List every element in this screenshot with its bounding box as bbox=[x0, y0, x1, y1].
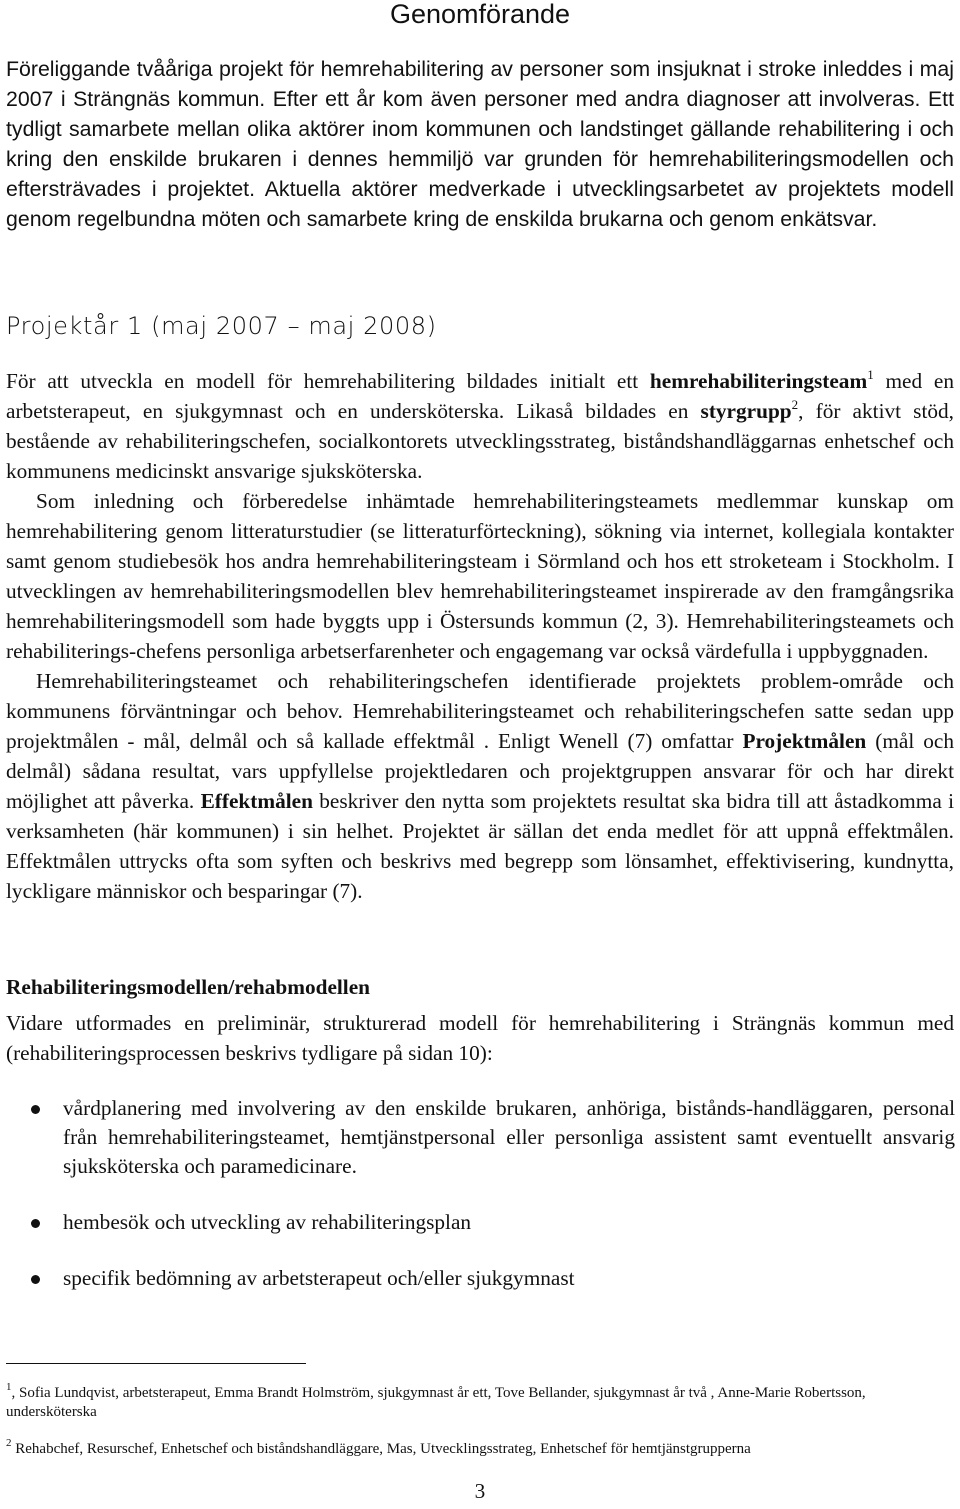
paragraph-project-goals: Hemrehabiliteringsteamet och rehabiliteringschefen identifierade projektets problem-område och kommunens förväntningar och behov. Hemrehabiliteringsteamet och rehabiliteringschefen satte sedan upp projektmålen - mål, delmål och så kallade effektmål . Enligt Wenell (7) omfattar Projektmålen (mål och delmål) sådana resultat, vars uppfyllelse projektledaren och projektgruppen ansvarar för och har direkt möjlighet att påverka. Effektmålen beskriver den nytta som projektets resultat ska bidra till att åstadkomma i verksamheten (här kommunen) i sin helhet. Projektet är sällan det enda medlet för att uppnå effektmålen. Effektmålen uttrycks ofta som syften och beskrivs med begrepp som lönsamhet, effektivisering, kundnytta, lyckligare människor och besparingar (7). bbox=[6, 669, 954, 903]
footnote-1: $^1$, Sofia Lundqvist, arbetsterapeut, Emma Brandt Holmström, sjukgymnast år ett, Tove Bellander, sjukgymnast år två , Anne-Marie Robertsson, undersköterska bbox=[6, 1381, 866, 1420]
bold-term-hemrehabiliteringsteam: hemrehabiliteringsteam bbox=[649, 369, 868, 393]
footnote-ref-2: 2 bbox=[791, 397, 799, 412]
list-item: specifik bedömning av arbetsterapeut och/eller sjukgymnast bbox=[63, 1264, 955, 1293]
list-item: vårdplanering med involvering av den enskilde brukaren, anhöriga, bistånds-handläggaren, personal från hemrehabiliteringsteamet, hemtjänstpersonal eller personliga assistent samt eventuellt ansvarig sjuksköterska och paramedicinare. bbox=[63, 1094, 955, 1181]
bullet-icon bbox=[31, 1105, 40, 1114]
intro-paragraph: Föreliggande tvååriga projekt för hemrehabilitering av personer som insjuknat i stroke inleddes i maj 2007 i Strängnäs kommun. Efter ett år kom även personer med andra diagnoser att involveras. Ett tydligt samarbete mellan olika aktörer inom kommunen och landstinget gällande rehabilitering i och kring den enskilde brukaren i dennes hemmiljö var grunden för hemrehabiliteringsmodellen och eftersträvades i projektet. Aktuella aktörer medverkade i utvecklingsarbetet av projektets modell genom regelbundna möten och samarbete kring de enskilda brukarna och genom enkätsvar. bbox=[6, 57, 954, 231]
section-2-intro: Vidare utformades en preliminär, strukturerad modell för hemrehabilitering i Strängnäs kommun med (rehabiliteringsprocessen beskrivs tydligare på sidan 10): bbox=[6, 1011, 954, 1065]
footnote-divider bbox=[6, 1363, 306, 1364]
bold-term-projektmalen: Projektmålen bbox=[742, 729, 867, 753]
list-item: hembesök och utveckling av rehabiliteringsplan bbox=[63, 1208, 955, 1237]
paragraph-preparation: Som inledning och förberedelse inhämtade hemrehabiliteringsteamets medlemmar kunskap om hemrehabilitering genom litteraturstudier (se litteraturförteckning), sökning via internet, kollegiala kontakter samt genom studiebesök hos andra hemrehabiliteringsteam i Sörmland och hos ett stroketeam i Stockholm. I utvecklingen av hemrehabiliteringsmodellen blev hemrehabiliteringsteamet inspirerade av den framgångsrika hemrehabiliteringsmodell som hade byggts upp i Östersunds kommun (2, 3). Hemrehabiliteringsteamets och rehabiliterings-chefens personliga arbetserfarenheter och engagemang var också värdefulla i uppbyggnaden. bbox=[6, 489, 954, 663]
bold-term-effektmalen: Effektmålen bbox=[200, 789, 313, 813]
section-1-body bbox=[6, 366, 954, 906]
section-heading-rehab-model: Rehabiliteringsmodellen/rehabmodellen bbox=[6, 975, 371, 999]
paragraph-team-formation: För att utveckla en modell för hemrehabilitering bildades initialt ett hemrehabiliteringsteam$^1$ med en arbetsterapeut, en sjukgymnast och en undersköterska. Likaså bildades en styrgrupp$^2$, för aktivt stöd, bestående av rehabiliteringschefen, socialkontorets utvecklingsstrateg, biståndshandläggarnas enhetschef och kommunens medicinskt ansvarige sjuksköterska. bbox=[6, 367, 954, 483]
page-title: Genomförande bbox=[389, 0, 571, 29]
page-number: 3 bbox=[474, 1479, 486, 1503]
bullet-icon bbox=[31, 1219, 40, 1228]
section-heading-project-year-1: Projektår 1 (maj 2007 – maj 2008) bbox=[6, 312, 437, 340]
footnote-2: $^2$ Rehabchef, Resurschef, Enhetschef och biståndshandläggare, Mas, Utvecklingsstrateg, Enhetschef för hemtjänstgrupperna bbox=[6, 1437, 751, 1457]
bullet-icon bbox=[31, 1275, 40, 1284]
bold-term-styrgrupp: styrgrupp bbox=[700, 399, 792, 423]
footnote-ref-1: 1 bbox=[867, 367, 874, 382]
